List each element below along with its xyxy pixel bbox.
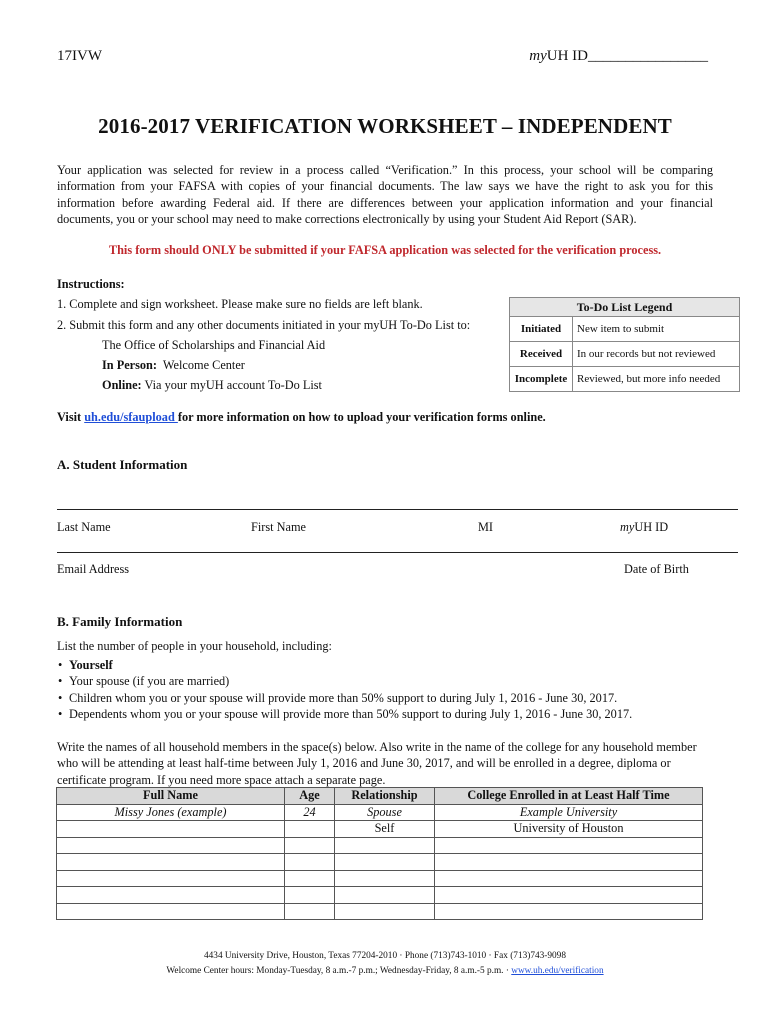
in-person-value: Welcome Center bbox=[157, 358, 245, 372]
form-code: 17IVW bbox=[57, 48, 102, 64]
email-label: Email Address bbox=[57, 562, 130, 576]
footer bbox=[0, 949, 770, 979]
col-full-name: Full Name bbox=[57, 788, 285, 805]
age-cell[interactable] bbox=[285, 837, 335, 854]
college-cell[interactable] bbox=[435, 837, 703, 854]
example-name-cell: Missy Jones (example) bbox=[57, 804, 285, 821]
table-row bbox=[57, 837, 703, 854]
relationship-cell[interactable] bbox=[335, 854, 435, 871]
table-row bbox=[57, 887, 703, 904]
list-item bbox=[57, 690, 632, 706]
name-cell[interactable] bbox=[57, 870, 285, 887]
bullet-text: Yourself bbox=[69, 658, 113, 672]
self-age-cell[interactable] bbox=[285, 821, 335, 838]
household-list-intro: List the number of people in your household, including: bbox=[57, 639, 332, 653]
page-title: 2016-2017 VERIFICATION WORKSHEET – INDEPENDENT bbox=[98, 114, 672, 138]
legend-row bbox=[510, 317, 740, 342]
relationship-cell[interactable] bbox=[335, 870, 435, 887]
email-dob-line[interactable] bbox=[57, 552, 738, 553]
legend-desc: In our records but not reviewed bbox=[573, 342, 740, 367]
bullet-text: Children whom you or your spouse will provide more than 50% support to during July 1, 2016 - June 30, 2017. bbox=[69, 690, 618, 705]
visit-suffix: for more information on how to upload your verification forms online. bbox=[177, 410, 546, 424]
todo-legend-table bbox=[509, 297, 740, 392]
visit-line bbox=[57, 410, 546, 425]
name-cell[interactable] bbox=[57, 837, 285, 854]
footer-hours-line bbox=[0, 964, 770, 979]
name-cell[interactable] bbox=[57, 903, 285, 920]
bullet-text: Your spouse (if you are married) bbox=[69, 674, 230, 689]
my-prefix: my bbox=[529, 48, 547, 64]
bullet-icon: • bbox=[58, 674, 63, 689]
bullet-icon: • bbox=[58, 690, 63, 705]
my-prefix: my bbox=[620, 520, 635, 534]
table-row bbox=[57, 854, 703, 871]
list-item bbox=[57, 706, 632, 722]
relationship-cell[interactable] bbox=[335, 903, 435, 920]
legend-desc: New item to submit bbox=[573, 317, 740, 342]
example-relationship-cell: Spouse bbox=[335, 804, 435, 821]
online-label: Online: bbox=[102, 378, 142, 392]
dob-label: Date of Birth bbox=[624, 562, 689, 576]
legend-key: Initiated bbox=[510, 317, 573, 342]
verification-warning: This form should ONLY be submitted if your FAFSA application was selected for the verification process. bbox=[108, 243, 662, 257]
self-name-cell[interactable] bbox=[57, 821, 285, 838]
online-value: Via your myUH account To-Do List bbox=[141, 378, 322, 392]
visit-prefix: Visit bbox=[57, 410, 85, 424]
student-name-line[interactable] bbox=[57, 509, 738, 510]
relationship-cell[interactable] bbox=[335, 837, 435, 854]
first-name-label: First Name bbox=[251, 520, 306, 534]
sfaupload-link[interactable]: uh.edu/sfaupload bbox=[84, 410, 178, 424]
intro-paragraph: Your application was selected for review in a process called “Verification.” In this process, your school will be comparing information from your FAFSA with copies of your financial documents. The law says we have the right to ask you for this information before awarding Federal aid. If there are differences between your application information and your financial documents, you or your school may need to make corrections electronically by using your Student Aid Report (SAR). bbox=[57, 163, 713, 226]
household-write-paragraph: Write the names of all household members in the space(s) below. Also write in the name of the college for any household member who will be attending at least half-time between July 1, 2016 and June 30, 2017, and will be enrolled in a degree, diploma or certificate program. If you need more space attach a separate page. bbox=[57, 740, 697, 787]
instructions-heading: Instructions: bbox=[57, 277, 125, 291]
household-table bbox=[56, 787, 703, 920]
college-cell[interactable] bbox=[435, 887, 703, 904]
name-cell[interactable] bbox=[57, 854, 285, 871]
table-row bbox=[57, 870, 703, 887]
household-bullets bbox=[57, 657, 632, 722]
bullet-text: Dependents whom you or your spouse will provide more than 50% support to during July 1, 2016 - June 30, 2017. bbox=[69, 706, 633, 721]
list-item bbox=[57, 673, 632, 689]
college-cell[interactable] bbox=[435, 870, 703, 887]
age-cell[interactable] bbox=[285, 870, 335, 887]
mi-label: MI bbox=[478, 520, 494, 534]
in-person-label: In Person: bbox=[102, 358, 157, 372]
example-age-cell: 24 bbox=[285, 804, 335, 821]
example-college-cell: Example University bbox=[435, 804, 703, 821]
table-row-example bbox=[57, 804, 703, 821]
last-name-label: Last Name bbox=[57, 520, 111, 534]
self-college-cell: University of Houston bbox=[435, 821, 703, 838]
legend-key: Received bbox=[510, 342, 573, 367]
myuh-id-label: UH ID________________ bbox=[546, 48, 708, 64]
list-item bbox=[57, 657, 632, 673]
col-age: Age bbox=[285, 788, 335, 805]
bullet-icon: • bbox=[58, 706, 63, 721]
age-cell[interactable] bbox=[285, 854, 335, 871]
college-cell[interactable] bbox=[435, 903, 703, 920]
legend-row bbox=[510, 342, 740, 367]
instruction-step-1: 1. Complete and sign worksheet. Please make sure no fields are left blank. bbox=[57, 297, 423, 311]
legend-desc: Reviewed, but more info needed bbox=[573, 367, 740, 392]
relationship-cell[interactable] bbox=[335, 887, 435, 904]
bullet-icon: • bbox=[58, 658, 63, 672]
uh-id-text: UH ID bbox=[634, 520, 669, 534]
instruction-step-2: 2. Submit this form and any other documents initiated in your myUH To-Do List to: bbox=[57, 318, 471, 332]
verification-link[interactable]: www.uh.edu/verification bbox=[511, 966, 604, 976]
myuh-id-field-label bbox=[620, 520, 668, 535]
legend-key: Incomplete bbox=[510, 367, 573, 392]
age-cell[interactable] bbox=[285, 887, 335, 904]
online-line bbox=[102, 378, 322, 393]
footer-address: 4434 University Drive, Houston, Texas 77204-2010 · Phone (713)743-1010 · Fax (713)743-9098 bbox=[204, 951, 566, 961]
myuh-id-header bbox=[529, 48, 708, 65]
age-cell[interactable] bbox=[285, 903, 335, 920]
footer-hours: Welcome Center hours: Monday-Tuesday, 8 a.m.-7 p.m.; Wednesday-Friday, 8 a.m.-5 p.m. · bbox=[166, 966, 512, 976]
col-relationship: Relationship bbox=[335, 788, 435, 805]
legend-row bbox=[510, 367, 740, 392]
self-relationship-cell: Self bbox=[335, 821, 435, 838]
table-row bbox=[57, 903, 703, 920]
college-cell[interactable] bbox=[435, 854, 703, 871]
table-row-self bbox=[57, 821, 703, 838]
student-info-heading: A. Student Information bbox=[57, 457, 188, 472]
col-college: College Enrolled in at Least Half Time bbox=[435, 788, 703, 805]
in-person-line bbox=[102, 358, 245, 373]
legend-title: To-Do List Legend bbox=[510, 298, 740, 317]
office-name: The Office of Scholarships and Financial Aid bbox=[102, 338, 326, 352]
family-info-heading: B. Family Information bbox=[57, 614, 183, 629]
name-cell[interactable] bbox=[57, 887, 285, 904]
